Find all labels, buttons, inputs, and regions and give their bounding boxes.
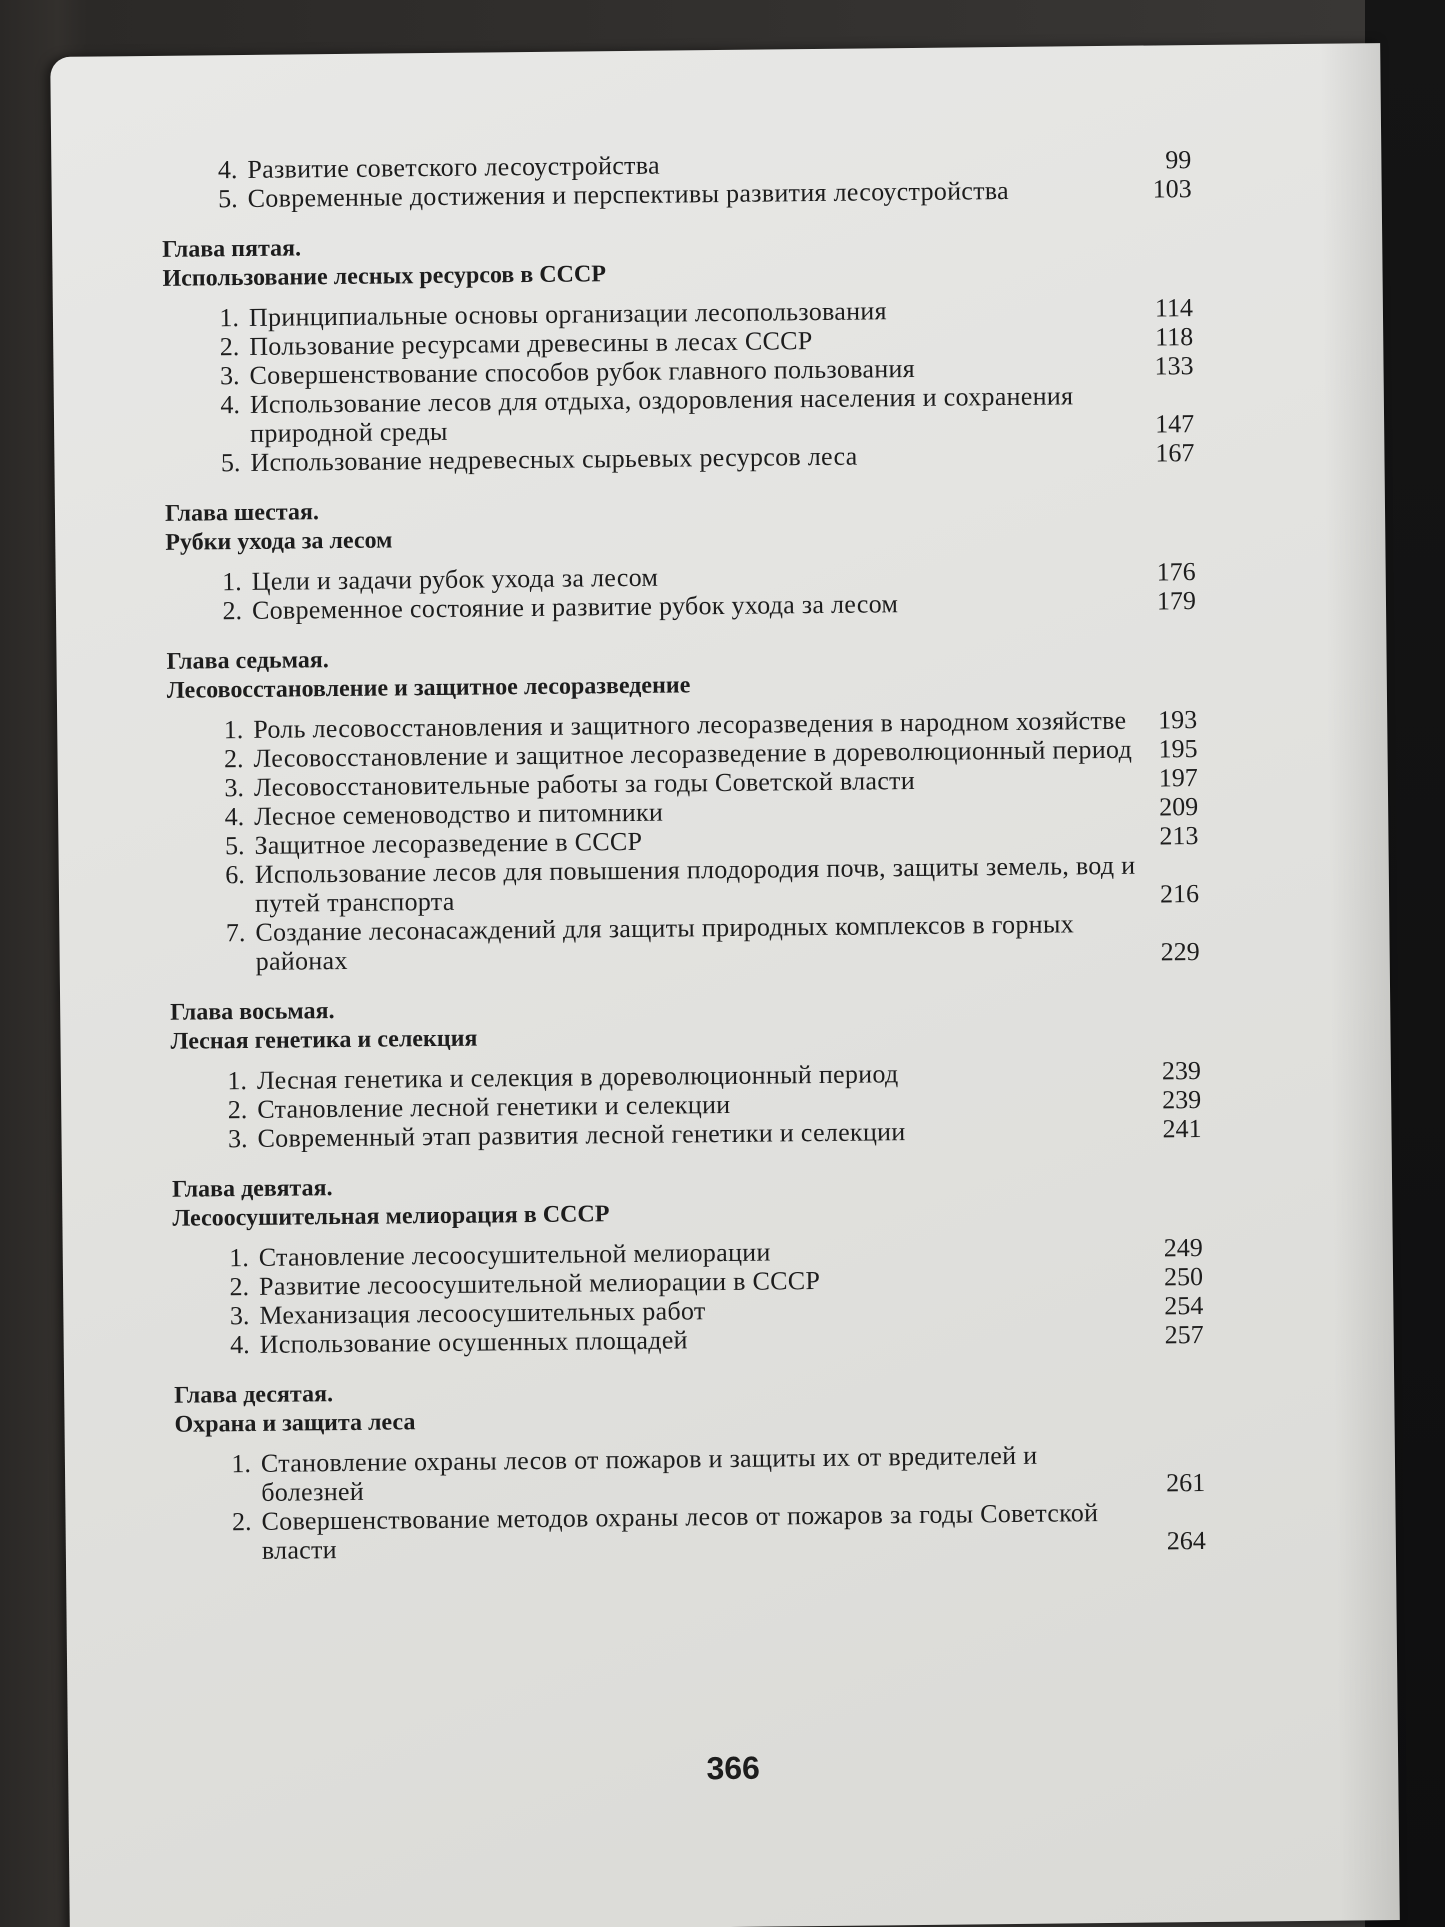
entry-title: Пользование ресурсами древесины в лесах СССР	[249, 326, 813, 361]
entry-number: 1.	[231, 1448, 252, 1479]
entry-page-number: 213	[1159, 821, 1199, 851]
chapter-title: Лесовосстановление и защитное лесоразведение	[166, 672, 691, 704]
chapter-heading	[170, 988, 1201, 1057]
entry-number: 2.	[227, 1095, 248, 1125]
entry-number: 6.	[225, 860, 245, 890]
entry-page-number: 264	[1166, 1525, 1206, 1556]
entry-page-number: 229	[1160, 937, 1200, 967]
entry-title: Становление охраны лесов от пожаров и защиты их от вредителей и болезней	[260, 1440, 1038, 1507]
entry-title: Использование лесов для повышения плодородия почв, защиты земель, вод и путей транспорта	[254, 850, 1136, 918]
entry-page-number: 193	[1158, 705, 1198, 735]
chapter-label: Глава десятая.	[174, 1381, 334, 1409]
chapter-title: Охрана и защита леса	[174, 1409, 416, 1438]
entry-title: Защитное лесоразведение в СССР	[254, 826, 643, 860]
entry-number: 4.	[230, 1329, 250, 1360]
entry-title: Современное состояние и развитие рубок ухода за лесом	[251, 589, 899, 625]
entry-title: Создание лесонасаждений для защиты природных комплексов в горных районах	[255, 909, 1075, 976]
chapter-heading	[165, 489, 1196, 558]
entry-page-number: 261	[1166, 1467, 1206, 1498]
entry-page-number: 257	[1164, 1320, 1204, 1350]
entry-page-number: 197	[1158, 763, 1198, 793]
entry-page-number: 254	[1164, 1291, 1204, 1321]
entry-page-number: 249	[1163, 1233, 1203, 1263]
entry-page-number: 239	[1162, 1085, 1202, 1115]
intro-entries	[211, 145, 1192, 213]
entry-number: 7.	[225, 918, 246, 948]
entry-number: 5.	[218, 184, 238, 214]
toc-entry	[214, 380, 1195, 448]
chapter-heading	[166, 637, 1197, 706]
entry-title: Использование лесов для отдыха, оздоровления населения и сохранения природной среды	[249, 381, 1074, 448]
entry-number: 3.	[219, 361, 240, 391]
entry-number: 4.	[220, 390, 241, 420]
entry-number: 2.	[229, 1272, 250, 1302]
chapter-heading	[162, 225, 1193, 294]
entry-number: 2.	[223, 744, 244, 774]
chapter-label: Глава седьмая.	[166, 647, 329, 675]
entry-page-number: 195	[1158, 734, 1198, 764]
entry-title: Лесное семеноводство и питомники	[254, 797, 664, 831]
entry-number: 2.	[231, 1506, 252, 1537]
entry-title: Цели и задачи рубок ухода за лесом	[251, 562, 659, 596]
toc-entry	[219, 850, 1200, 918]
entry-number: 2.	[222, 596, 243, 626]
entry-number: 1.	[229, 1243, 249, 1273]
entry-number: 1.	[222, 567, 242, 597]
entry-title: Современный этап развития лесной генетики и селекции	[257, 1117, 906, 1153]
book-page	[50, 43, 1400, 1927]
entry-number: 3.	[229, 1300, 250, 1331]
chapter-label: Глава пятая.	[162, 235, 302, 263]
entry-title: Развитие советского лесоустройства	[247, 150, 660, 184]
entry-title: Использование осушенных площадей	[259, 1325, 688, 1359]
entry-title: Лесовосстановление и защитное лесоразведение в дореволюционный период	[253, 734, 1133, 773]
chapter-heading	[174, 1371, 1205, 1440]
toc-entry	[225, 1497, 1206, 1565]
entry-page-number: 176	[1156, 557, 1196, 587]
entry-title: Развитие лесоосушительной мелиорации в СССР	[258, 1266, 821, 1301]
entry-title: Становление лесной генетики и селекции	[257, 1089, 731, 1124]
entry-page-number: 147	[1154, 409, 1195, 439]
entry-page-number: 250	[1163, 1262, 1204, 1292]
entry-number: 2.	[219, 332, 240, 362]
entry-title: Лесная генетика и селекция в дореволюционный период	[256, 1059, 899, 1095]
entry-title: Принципиальные основы организации лесопользования	[248, 296, 887, 332]
entry-page-number: 118	[1155, 322, 1194, 352]
entry-page-number: 179	[1156, 586, 1197, 616]
toc-entry	[219, 908, 1200, 976]
chapter-label: Глава восьмая.	[170, 998, 335, 1026]
entry-page-number: 114	[1154, 293, 1194, 323]
entry-number: 3.	[227, 1124, 248, 1154]
entry-title: Лесовосстановительные работы за годы Советской власти	[253, 766, 916, 802]
entry-title: Современные достижения и перспективы развития лесоустройства	[247, 175, 1010, 213]
entry-page-number: 239	[1161, 1056, 1202, 1086]
entry-number: 4.	[217, 155, 238, 185]
entry-page-number: 99	[1165, 145, 1192, 175]
entry-page-number: 167	[1155, 438, 1195, 468]
entry-page-number: 103	[1152, 174, 1192, 204]
entry-number: 5.	[220, 448, 241, 478]
entry-title: Совершенствование методов охраны лесов от пожаров за годы Советской власти	[261, 1498, 1099, 1565]
entry-number: 3.	[224, 773, 245, 803]
entry-title: Использование недревесных сырьевых ресурсов леса	[250, 441, 858, 477]
chapter-list	[162, 225, 1206, 1565]
entry-title: Совершенствование способов рубок главного пользования	[249, 353, 916, 390]
page-number: 366	[706, 1749, 761, 1787]
entry-number: 1.	[219, 303, 240, 333]
table-of-contents	[162, 145, 1206, 1565]
chapter-title: Использование лесных ресурсов в СССР	[162, 261, 607, 292]
chapter-title: Рубки ухода за лесом	[165, 527, 393, 556]
entry-number: 1.	[227, 1066, 248, 1096]
toc-entry	[225, 1439, 1206, 1507]
entry-number: 1.	[223, 715, 244, 745]
entry-title: Становление лесоосушительной мелиорации	[258, 1237, 771, 1272]
chapter-label: Глава девятая.	[171, 1175, 333, 1203]
entry-number: 5.	[224, 831, 245, 861]
entry-number: 4.	[224, 802, 245, 832]
entry-title: Механизация лесоосушительных работ	[259, 1296, 706, 1330]
entry-page-number: 241	[1162, 1114, 1202, 1144]
chapter-title: Лесоосушительная мелиорация в СССР	[172, 1201, 610, 1232]
entry-page-number: 209	[1158, 792, 1199, 822]
entry-title: Роль лесовосстановления и защитного лесоразведения в народном хозяйстве	[253, 705, 1127, 744]
chapter-title: Лесная генетика и селекция	[170, 1025, 478, 1055]
entry-page-number: 216	[1159, 879, 1200, 909]
chapter-heading	[172, 1165, 1203, 1234]
entry-page-number: 133	[1154, 351, 1194, 381]
chapter-label: Глава шестая.	[164, 499, 320, 527]
